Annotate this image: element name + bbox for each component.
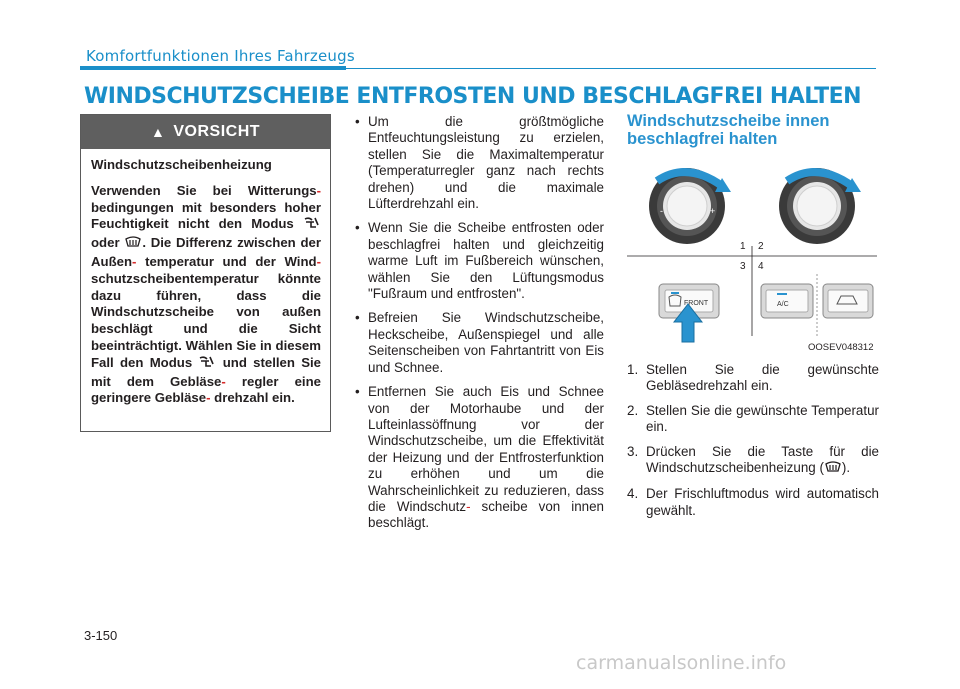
figure-label-4: 4	[758, 261, 764, 272]
caution-header	[81, 115, 330, 149]
hyphen-mark: -	[316, 253, 321, 269]
front-label: FRONT	[684, 300, 709, 307]
figure-label-3: 3	[740, 261, 746, 272]
caution-text	[91, 183, 321, 407]
svg-text:+: +	[710, 206, 716, 216]
header-rule-thick	[80, 66, 346, 70]
caution-heading: Windschutzscheibenheizung	[91, 157, 272, 172]
defrost-icon	[124, 235, 142, 254]
list-item: • Befreien Sie Windschutzscheibe, Heckscheibe, Außenspiegel und alle Seitenscheiben von Fahrtantritt von Eis und Schnee.	[352, 310, 604, 376]
section-label: Komfortfunktionen Ihres Fahrzeugs	[86, 47, 355, 65]
watermark: carmanualsonline.info	[576, 652, 787, 674]
caution-text-9: drehzahl ein.	[214, 390, 295, 406]
step-number: 2.	[627, 402, 639, 418]
hyphen-mark: -	[466, 498, 471, 514]
list-item	[627, 486, 879, 519]
hyphen-mark: -	[221, 373, 226, 389]
caution-text-2: bedingungen mit besonders hoher Feuchtigkeit nicht den Modus	[91, 199, 321, 232]
page-number: 3-150	[84, 628, 118, 643]
step-text: Drücken Sie die Taste für die Windschutzscheibenheizung (	[646, 443, 879, 476]
ac-label: A/C	[777, 301, 789, 308]
svg-text:-: -	[660, 206, 663, 216]
recirculation-button	[823, 284, 873, 318]
caution-label: VORSICHT	[173, 123, 261, 140]
header-rule-thin	[346, 68, 876, 69]
list-item: • Um die größtmögliche Entfeuchtungsleistung zu erzielen, stellen Sie die Maximaltemperatur (Temperaturregler ganz nach rechts drehen) und die maximale Lüfterdrehzahl ein.	[352, 114, 604, 212]
bullet-list	[352, 114, 604, 540]
hyphen-mark: -	[316, 182, 321, 198]
list-item	[627, 403, 879, 436]
hyphen-mark: -	[206, 390, 211, 406]
climate-control-illustration	[627, 156, 877, 356]
caution-text-5: temperatur und der Wind	[145, 253, 317, 269]
temperature-knob	[779, 168, 861, 244]
step-text-end: ).	[841, 460, 851, 476]
page-title: WINDSCHUTZSCHEIBE ENTFROSTEN UND BESCHLAGFREI HALTEN	[84, 84, 862, 109]
caution-text-3: oder	[91, 235, 120, 251]
caution-text-7: und stellen Sie mit dem Gebläse	[91, 354, 321, 389]
step-text: Der Frischluftmodus wird automatisch gewählt.	[646, 486, 879, 518]
figure-label-2: 2	[758, 241, 764, 252]
list-item	[627, 362, 879, 395]
fan-speed-knob	[649, 168, 731, 244]
ac-button	[761, 284, 813, 318]
caution-box	[80, 114, 331, 432]
step-number: 4.	[627, 486, 639, 502]
bullet-4-tail: scheibe von innen beschlägt.	[368, 498, 604, 531]
caution-text-4: . Die Differenz zwischen der Außen	[91, 235, 321, 269]
hyphen-mark: -	[132, 253, 137, 269]
floor-defrost-mode-icon-2	[198, 355, 216, 374]
bullet-4-text: Entfernen Sie auch Eis und Schnee von der Motorhaube und der Lufteinlassöffnung vor der Windschutzscheibe, um die Effektivität der Heizung und der Entfrosterfunktion zu erhöhen und um die Wahrscheinlichkeit zu reduzieren, dass die Windschutz	[368, 384, 604, 514]
list-item	[627, 444, 879, 479]
step-number: 1.	[627, 362, 639, 377]
caution-text-8: regler eine geringere Gebläse	[91, 373, 321, 406]
step-text: Stellen Sie die gewünschte Temperatur ein.	[646, 402, 879, 435]
floor-defrost-mode-icon	[303, 216, 321, 235]
caution-text-6: schutzscheibentemperatur könnte dazu führen, dass die Windschutzscheibe von außen beschlägt und die Sicht beeinträchtigt. Wählen Sie in diesem Fall den Modus	[91, 270, 321, 370]
defrost-icon	[824, 460, 842, 478]
caution-body	[81, 149, 330, 407]
warning-triangle-icon: ▲	[150, 124, 166, 140]
subsection-title: Windschutzscheibe innen beschlagfrei halten	[627, 112, 830, 148]
list-item	[352, 384, 604, 532]
step-number: 3.	[627, 443, 639, 459]
figure-caption: OOSEV048312	[808, 342, 874, 353]
step-list	[627, 362, 879, 527]
list-item: • Wenn Sie die Scheibe entfrosten oder beschlagfrei halten und gleichzeitig warme Luft im Fußbereich wünschen, wählen Sie den Lüftungsmodus "Fußraum und entfrosten".	[352, 220, 604, 302]
figure-label-1: 1	[740, 241, 746, 252]
step-text: Stellen Sie die gewünschte Gebläsedrehzahl ein.	[646, 362, 879, 394]
caution-text-1: Verwenden Sie bei Witterungs	[91, 182, 317, 198]
